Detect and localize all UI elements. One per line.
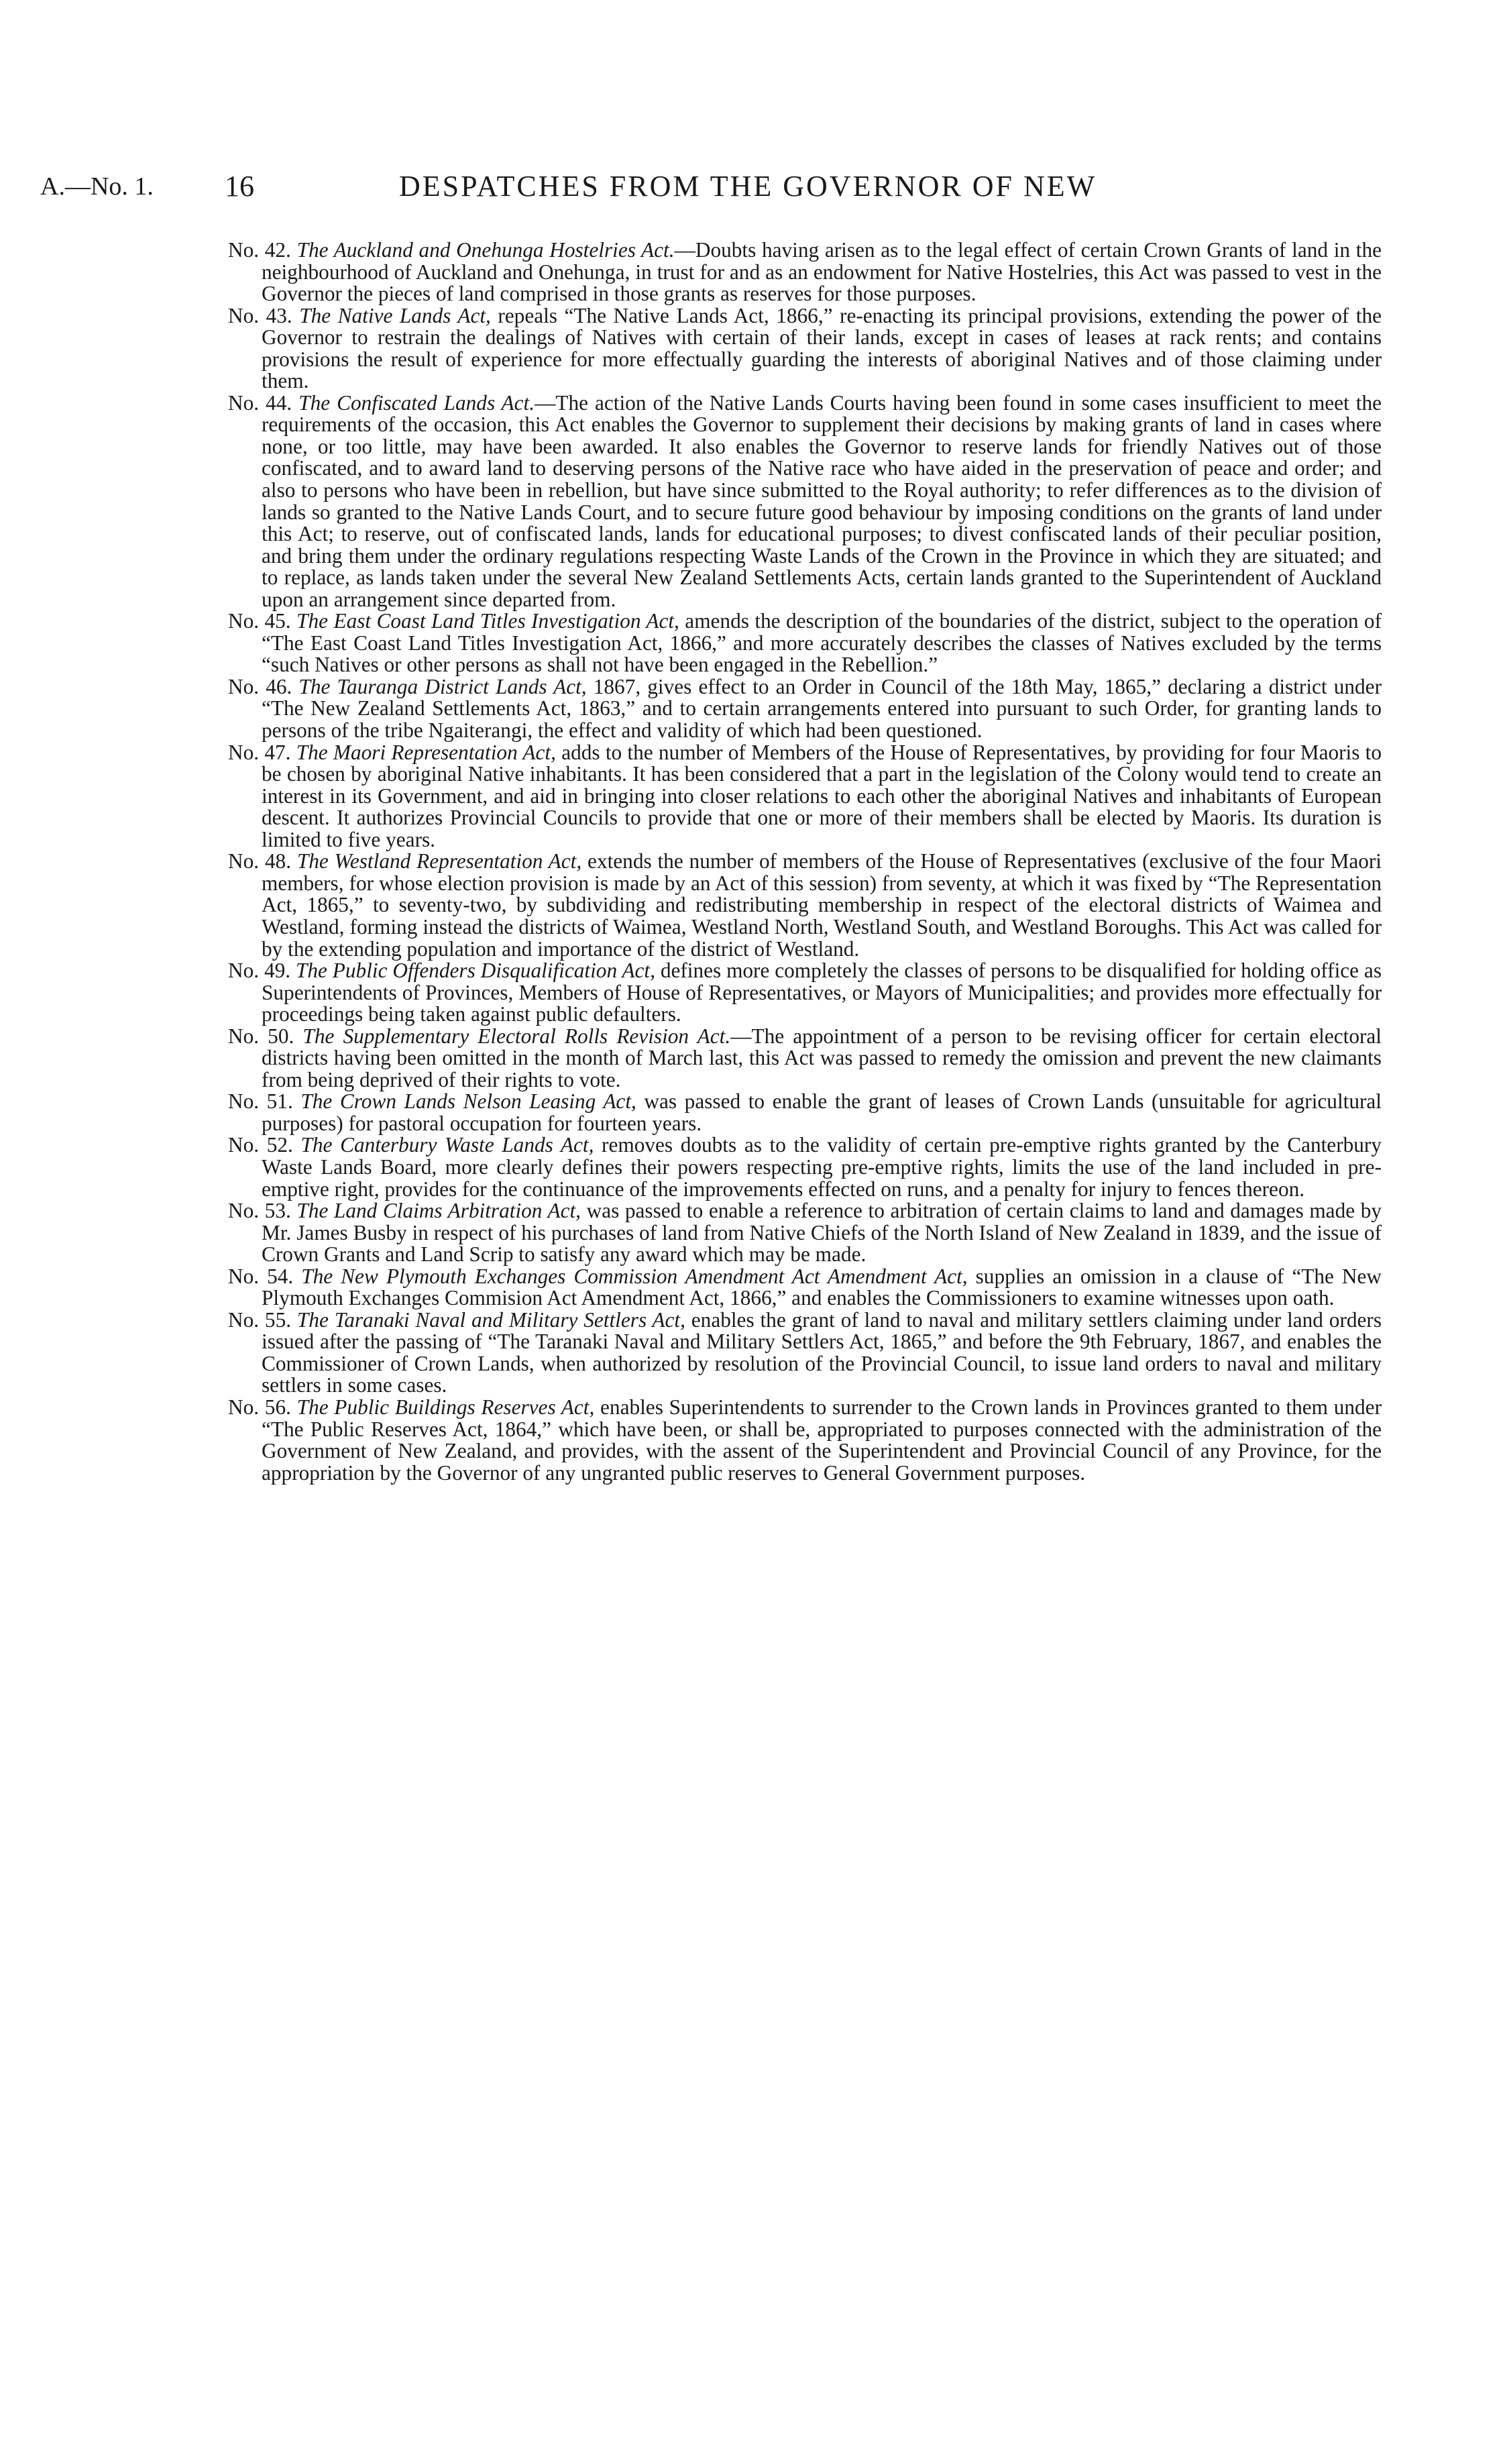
entry-no-44 — [228, 392, 1382, 610]
act-title: The Public Offenders Disqualification Act, — [295, 959, 655, 983]
act-title: The Confiscated Lands Act. — [298, 390, 535, 415]
act-title: The East Coast Land Titles Investigation Act, — [296, 609, 679, 633]
entry-text: enables Superintendents to surrender to the Crown lands in Provinces granted to them under “The Public Reserves Act, 1864,” which have been, or shall be, appropriated to purposes connected with the administration of the Government of New Zealand, and provides, with the assent of the Superintendent and Provincial Council of any Province, for the appropriation by the Governor of any ungranted public reserves to General Government purposes. — [262, 1395, 1382, 1485]
entry-text: defines more completely the classes of persons to be disqualified for holding office as Superintendents of Provinces, Members of House of Representatives, or Mayors of Municipalities; and provides more effectually for proceedings being taken against public defaulters. — [262, 959, 1382, 1026]
act-title: The Auckland and Onehunga Hostelries Act. — [296, 238, 675, 262]
entry-number: No. 44. — [228, 390, 292, 415]
entry-no-45 — [228, 610, 1382, 676]
page-number: 16 — [225, 170, 254, 203]
entry-number: No. 48. — [228, 849, 292, 873]
entry-no-56 — [228, 1397, 1382, 1484]
entry-text: —Doubts having arisen as to the legal effect of certain Crown Grants of land in the neighbourhood of Auckland and Onehunga, in trust for and as an endowment for Native Hostelries, this Act was passed to vest in the Governor the pieces of land comprised in those grants as reserves for those purposes. — [262, 238, 1382, 306]
entry-no-43 — [228, 305, 1382, 392]
entry-text: —The appointment of a person to be revising officer for certain electoral districts having been omitted in the month of March last, this Act was passed to remedy the omission and prevent the new claimants from being deprived of their rights to vote. — [262, 1024, 1382, 1091]
entry-no-55 — [228, 1309, 1382, 1397]
entry-no-51 — [228, 1091, 1382, 1134]
entry-number: No. 43. — [228, 303, 292, 327]
entry-number: No. 53. — [228, 1199, 291, 1223]
entry-text: enables the grant of land to naval and military settlers claiming under land orders issued after the passing of “The Taranaki Naval and Military Settlers Act, 1865,” and before the 9th February, 1867, and enables the Commissioner of Crown Lands, when authorized by resolution of the Provincial Council, to issue land orders to naval and military settlers in some cases. — [262, 1307, 1382, 1397]
act-title: The Supplementary Electoral Rolls Revision Act. — [302, 1024, 731, 1048]
entry-number: No. 52. — [228, 1133, 293, 1157]
entry-no-54 — [228, 1266, 1382, 1309]
act-title: The Tauranga District Lands Act, — [298, 674, 587, 698]
act-title: The Land Claims Arbitration Act, — [296, 1199, 581, 1223]
entry-no-52 — [228, 1134, 1382, 1200]
entry-number: No. 45. — [228, 609, 291, 633]
act-title: The Taranaki Naval and Military Settlers Act, — [296, 1307, 685, 1332]
document-reference: A.—No. 1. — [40, 172, 154, 201]
entry-number: No. 49. — [228, 959, 291, 983]
act-title: The Maori Representation Act, — [296, 740, 556, 764]
page-title: DESPATCHES FROM THE GOVERNOR OF NEW — [399, 170, 1097, 203]
act-title: The Public Buildings Reserves Act, — [296, 1395, 595, 1419]
entry-text: —The action of the Native Lands Courts having been found in some cases insufficient to meet the requirements of the occasion, this Act enables the Governor to supplement their decisions by making grants of land in cases where none, or too little, may have been awarded. It also enables the Governor to reserve lands for friendly Natives out of those confiscated, and to award land to deserving persons of the Native race who have aided in the preservation of peace and order; and also to persons who have been in rebellion, but have since submitted to the Royal authority; to refer differences as to the division of lands so granted to the Native Lands Court, and to secure future good behaviour by imposing conditions on the grants of land under this Act; to reserve, out of confiscated lands, lands for educational purposes; to divest confiscated lands of their peculiar position, and bring them under the ordinary regulations respecting Waste Lands of the Crown in the Province in which they are situated; and to replace, as lands taken under the several New Zealand Settlements Acts, certain lands granted to the Superintendent of Auckland upon an arrangement since departed from. — [262, 390, 1382, 611]
entry-number: No. 51. — [228, 1089, 293, 1114]
entry-text: adds to the number of Members of the House of Representatives, by providing for four Maoris to be chosen by aboriginal Native inhabitants. It has been considered that a part in the legislation of the Colony would tend to create an interest in its Government, and aid in bringing into closer relations to each other the aboriginal Natives and inhabitants of European descent. It authorizes Provincial Councils to provide that one or more of their members shall be elected by Maoris. Its duration is limited to five years. — [262, 740, 1382, 851]
act-title: The Westland Representation Act, — [296, 849, 582, 873]
entry-number: No. 56. — [228, 1395, 291, 1419]
entry-no-46 — [228, 676, 1382, 742]
body-text — [228, 239, 1382, 1484]
entry-text: 1867, gives effect to an Order in Council of the 18th May, 1865,” declaring a district under “The New Zealand Settlements Act, 1863,” and to certain arrangements entered into pursuant to such Order, for granting lands to persons of the tribe Ngaiterangi, the effect and validity of which had been questioned. — [262, 674, 1382, 743]
entry-text: was passed to enable a reference to arbitration of certain claims to land and damages made by Mr. James Busby in respect of his purchases of land from Native Chiefs of the North Island of New Zealand in 1839, and the issue of Crown Grants and Land Scrip to satisfy any award which may be made. — [262, 1199, 1382, 1267]
entry-number: No. 55. — [228, 1307, 292, 1332]
act-title: The Canterbury Waste Lands Act, — [300, 1133, 594, 1157]
entry-number: No. 42. — [228, 238, 291, 262]
entry-text: supplies an omission in a clause of “The New Plymouth Exchanges Commision Act Amendment Act, 1866,” and enables the Commissioners to examine witnesses upon oath. — [262, 1264, 1382, 1310]
entry-no-48 — [228, 851, 1382, 960]
entry-no-49 — [228, 960, 1382, 1026]
entry-text: removes doubts as to the validity of certain pre-emptive rights granted by the Canterbury Waste Lands Board, more clearly defines their powers respecting pre-emptive rights, limits the use of the land included in pre-emptive right, provides for the continuance of the improvements effected on runs, and a penalty for injury to fences thereon. — [262, 1133, 1382, 1201]
entry-text: amends the description of the boundaries of the district, subject to the operation of “The East Coast Land Titles Investigation Act, 1866,” and more accurately describes the classes of Natives excluded by the terms “such Natives or other persons as shall not have been engaged in the Rebellion.” — [262, 609, 1382, 677]
entry-no-47 — [228, 742, 1382, 851]
entry-text: extends the number of members of the House of Representatives (exclusive of the four Maori members, for whose election provision is made by an Act of this session) from seventy, at which it was fixed by “The Representation Act, 1865,” to seventy-two, by subdividing and redistributing membership in respect of the electoral districts of Waimea and Westland, forming instead the districts of Waimea, Westland North, Westland South, and Westland Boroughs. This Act was called for by the extending population and importance of the district of Westland. — [262, 849, 1382, 961]
act-title: The New Plymouth Exchanges Commission Amendment Act Amendment Act, — [301, 1264, 968, 1288]
entry-text: was passed to enable the grant of leases of Crown Lands (unsuitable for agricultural purposes) for pastoral occupation for fourteen years. — [262, 1089, 1382, 1135]
entry-text: repeals “The Native Lands Act, 1866,” re-enacting its principal provisions, extending the power of the Governor to restrain the dealings of Natives with certain of their lands, except in cases of leases at rack rents; and contains provisions the result of experience for more effectually guarding the interests of aboriginal Natives and of those claiming under them. — [262, 303, 1382, 393]
entry-number: No. 47. — [228, 740, 291, 764]
entry-no-50 — [228, 1026, 1382, 1091]
entry-no-53 — [228, 1200, 1382, 1266]
page-header — [40, 166, 1475, 207]
act-title: The Native Lands Act, — [299, 303, 491, 327]
act-title: The Crown Lands Nelson Leasing Act, — [300, 1089, 636, 1114]
entry-no-42 — [228, 239, 1382, 305]
entry-number: No. 54. — [228, 1264, 294, 1288]
entry-number: No. 46. — [228, 674, 292, 698]
entry-number: No. 50. — [228, 1024, 294, 1048]
